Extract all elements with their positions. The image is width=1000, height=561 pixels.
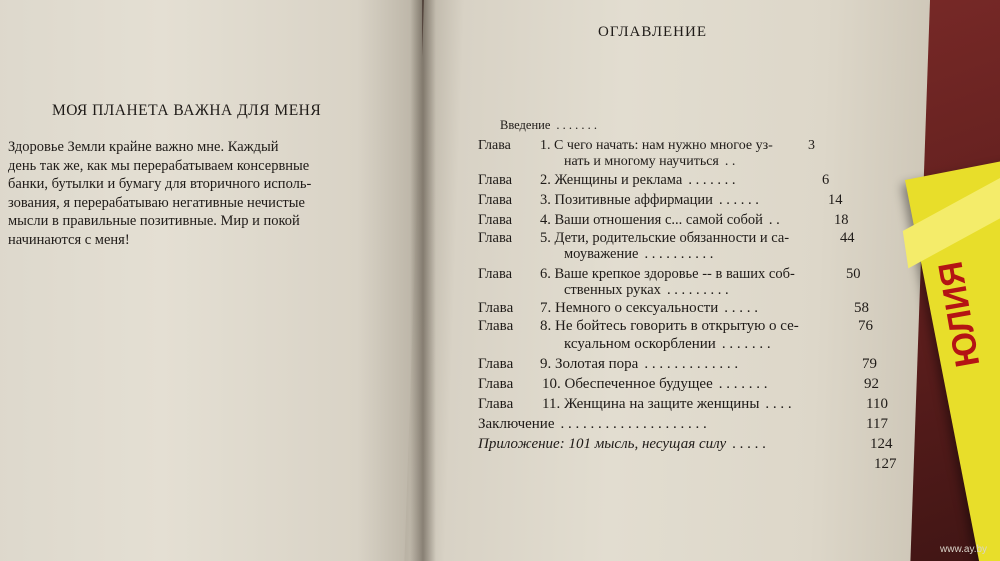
toc-chapter-label: Глава xyxy=(478,230,513,246)
toc-title-text: 11. Женщина на защите женщины xyxy=(542,396,760,412)
toc-entry-title xyxy=(540,300,758,317)
toc-row xyxy=(470,118,870,135)
toc-page-number: 58 xyxy=(854,300,869,316)
toc-title-text: Приложение: 101 мысль, несущая силу xyxy=(478,436,727,452)
toc-page-number: 76 xyxy=(858,318,873,334)
toc-title-text: 8. Не бойтесь говорить в открытую о се- xyxy=(540,318,799,334)
toc-row xyxy=(470,246,870,265)
toc-entry-title xyxy=(564,154,735,170)
toc-page-number: 44 xyxy=(840,230,855,246)
toc-title-text: 1. С чего начать: нам нужно многое уз- xyxy=(540,138,773,153)
toc-page-number: 6 xyxy=(822,172,830,188)
toc-row xyxy=(470,436,893,455)
toc-entry-title xyxy=(478,436,766,453)
toc-chapter-label: Глава xyxy=(478,266,513,282)
toc-entry-title xyxy=(540,356,738,373)
toc-row xyxy=(470,300,870,319)
toc-page-number: 50 xyxy=(846,266,861,282)
toc-dot-leader: . . . . . . . . . . . . . . . . . . . . xyxy=(560,416,707,432)
toc-title-text: 6. Ваше крепкое здоровье -- в ваших соб- xyxy=(540,266,795,282)
toc-entry-title xyxy=(564,246,713,263)
left-page-title: МОЯ ПЛАНЕТА ВАЖНА ДЛЯ МЕНЯ xyxy=(52,102,322,119)
toc-title-text: 2. Женщины и реклама xyxy=(540,172,683,188)
toc-dot-leader: . . . . . . . . . xyxy=(666,282,729,298)
toc-dot-leader: . . . . . . . xyxy=(721,336,771,352)
toc-title: ОГЛАВЛЕНИЕ xyxy=(598,24,707,40)
toc-row xyxy=(470,396,888,415)
toc-row xyxy=(470,318,873,337)
toc-dot-leader: . . xyxy=(768,212,780,228)
toc-chapter-label: Глава xyxy=(478,212,513,228)
toc-chapter-label: Глава xyxy=(478,172,513,188)
toc-entry-title xyxy=(540,138,773,154)
toc-chapter-label: Глава xyxy=(478,376,514,392)
toc-entry-title xyxy=(540,172,735,189)
body-line: Здоровье Земли крайне важно мне. Каждый xyxy=(8,139,279,155)
toc-entry-title xyxy=(542,396,792,413)
toc-row xyxy=(470,282,870,301)
toc-page-number: 127 xyxy=(874,456,897,472)
toc-entry-title xyxy=(564,336,771,353)
left-page xyxy=(0,0,422,561)
left-page-body xyxy=(8,138,398,249)
toc-page-number: 79 xyxy=(862,356,877,372)
toc-page-number: 117 xyxy=(866,416,888,432)
toc-chapter-label: Глава xyxy=(478,356,514,372)
body-line: день так же, как мы перерабатываем консервные xyxy=(8,157,310,174)
toc-page-number: 18 xyxy=(834,212,849,228)
toc-entry-title xyxy=(540,230,789,247)
toc-dot-leader: . . . . xyxy=(765,396,792,412)
toc-title-text: 7. Немного о сексуальности xyxy=(540,300,719,316)
toc-page-number: 110 xyxy=(866,396,888,412)
toc-row xyxy=(470,154,870,172)
toc-page-number: 124 xyxy=(870,436,893,452)
toc-entry-title xyxy=(500,118,597,133)
toc-entry-title xyxy=(564,282,729,299)
toc-row xyxy=(470,376,879,395)
toc-dot-leader: . . . . . . . xyxy=(556,118,598,132)
toc-title-text: 5. Дети, родительские обязанности и са- xyxy=(540,230,790,246)
toc-page-number: 92 xyxy=(864,376,879,392)
body-line: зования, я перерабатываю негативные нечистые xyxy=(8,194,305,211)
toc-row xyxy=(470,192,870,211)
toc-entry-title xyxy=(540,318,799,335)
toc-entry-title xyxy=(540,266,795,283)
toc-dot-leader: . . . . . . . xyxy=(688,172,736,188)
toc-dot-leader: . . . . . . . . . . . . . xyxy=(644,356,739,372)
body-line: мысли в правильные позитивные. Мир и покой xyxy=(8,213,300,229)
body-line: начинаются с меня! xyxy=(8,231,130,248)
toc-dot-leader: . . . . . xyxy=(732,436,766,452)
toc-title-text: Заключение xyxy=(478,416,555,432)
toc-dot-leader: . . . . . xyxy=(724,300,758,316)
toc-title-text: 10. Обеспеченное будущее xyxy=(542,376,713,392)
toc-row xyxy=(470,336,870,355)
toc-chapter-label: Глава xyxy=(478,318,514,334)
toc-chapter-label: Глава xyxy=(478,300,514,316)
toc-entry-title xyxy=(540,192,759,209)
book-gutter xyxy=(410,0,436,561)
toc-row xyxy=(470,212,870,231)
toc-chapter-label: Глава xyxy=(478,138,511,153)
watermark: www.ay.by xyxy=(940,544,988,555)
toc-title-text: 3. Позитивные аффирмации xyxy=(540,192,713,208)
toc-title-text: нать и многому научиться xyxy=(564,154,719,169)
toc-row xyxy=(470,172,870,191)
toc-title-text: ственных руках xyxy=(564,282,661,298)
toc-entry-title xyxy=(540,212,780,229)
toc-entry-title xyxy=(542,376,767,393)
toc-row xyxy=(470,356,877,375)
toc-dot-leader: . . . . . . xyxy=(718,192,759,208)
toc-row xyxy=(470,456,897,475)
toc-page-number: 14 xyxy=(828,192,843,208)
toc-chapter-label: Глава xyxy=(478,192,513,208)
toc-dot-leader: . . . . . . . . . . xyxy=(644,246,714,262)
toc-chapter-label: Глава xyxy=(478,396,514,412)
body-line: банки, бутылки и бумагу для вторичного исполь- xyxy=(8,176,312,192)
yellow-book-text: ЮЛИЯ xyxy=(931,258,988,370)
toc-dot-leader: . . xyxy=(724,154,736,169)
toc-title-text: ксуальном оскорблении xyxy=(564,336,716,352)
toc-page-number: 3 xyxy=(808,138,815,153)
toc-title-text: 4. Ваши отношения с... самой собой xyxy=(540,212,763,228)
toc-dot-leader: . . . . . . . xyxy=(718,376,768,392)
toc-entry-title xyxy=(478,416,707,433)
toc-row xyxy=(470,416,888,435)
toc-title-text: 9. Золотая пора xyxy=(540,356,639,372)
toc-title-text: Введение xyxy=(500,118,551,132)
toc-title-text: моуважение xyxy=(564,246,639,262)
